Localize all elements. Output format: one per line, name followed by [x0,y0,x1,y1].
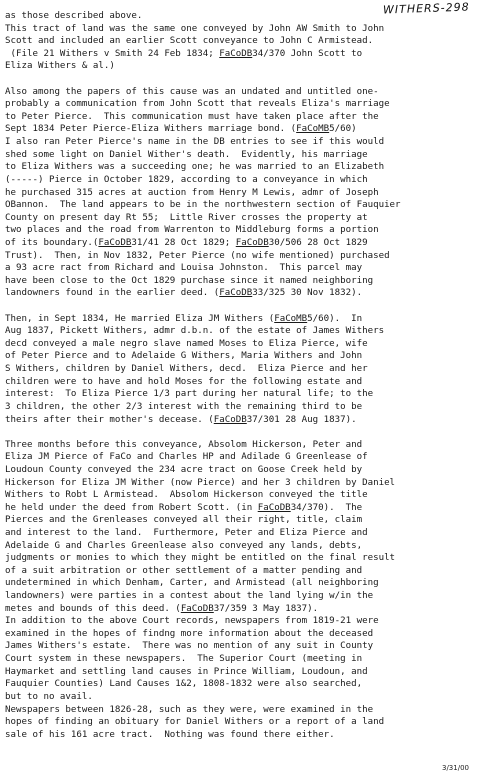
text-line: Also among the papers of this cause was an undated and untitled one- [5,86,379,97]
text-line: Three months before this conveyance, Absolom Hickerson, Peter and [5,439,363,450]
text-line: This tract of land was the same one conveyed by John AW Smith to John [5,23,385,34]
text-line: to Peter Pierce. This communication must have taken place after the [5,111,379,122]
text-line: shed some light on Daniel Wither's death. Evidently, his marriage [5,149,368,160]
source-citation: FaCoMB [296,124,330,135]
text-line: judgments or monies to which they might be entitled on the final result [5,553,396,564]
text-line: metes and bounds of this deed. (FaCoDB37/359 3 May 1837). [5,603,319,614]
paragraph-gap [5,426,475,439]
text-line: Adelaide G and Charles Greenlease also conveyed any lands, debts, [5,540,363,551]
text-line: but to no avail. [5,691,93,702]
text-line: have been close to the Oct 1829 purchase since it named neighboring [5,275,374,286]
text-line: hopes of finding an obituary for Daniel Withers or a report of a land [5,717,385,728]
text-line: Loudoun County conveyed the 234 acre tract on Goose Creek held by [5,464,363,475]
text-line: Then, in Sept 1834, He married Eliza JM Withers (FaCoMB5/60). In [5,313,363,324]
text-line: of Peter Pierce and to Adelaide G Withers, Maria Withers and John [5,351,363,362]
text-line: children were to have and hold Moses for the following estate and [5,376,363,387]
source-citation: FaCoDB [257,502,291,513]
text-line: theirs after their mother's decease. (FaCoDB37/301 28 Aug 1837). [5,414,357,425]
text-line: examined in the hopes of findng more information about the deceased [5,628,374,639]
text-line: to Eliza Withers was a succeeding one; he was married to an Elizabeth [5,162,385,173]
source-citation: FaCoDB [219,48,253,59]
text-line: Hickerson for Eliza JM Wither (now Pierce) and her 3 children by Daniel [5,477,396,488]
text-line: Withers to Robt L Armistead. Absolom Hickerson conveyed the title [5,490,368,501]
source-citation: FaCoMB [274,313,308,324]
text-line: S Withers, children by Daniel Withers, decd. Eliza Pierce and her [5,364,368,375]
text-line: of its boundary.(FaCoDB31/41 28 Oct 1829; FaCoDB30/506 28 Oct 1829 [5,237,368,248]
text-line: undetermined in which Denham, Carter, and Armistead (all neighboring [5,578,379,589]
paragraph-gap [5,300,475,313]
source-citation: FaCoDB [219,288,253,299]
text-line: Haymarket and settling land causes in Prince William, Loudoun, and [5,666,368,677]
text-line: and interest to the land. Furthermore, Peter and Eliza Pierce and [5,527,368,538]
text-line: County on present day Rt 55; Little River crosses the property at [5,212,368,223]
text-line: he purchased 315 acres at auction from Henry M Lewis, admr of Joseph [5,187,379,198]
text-line: (-----) Pierce in October 1829, according to a conveyance in which [5,174,368,185]
text-line: Eliza Withers & al.) [5,61,115,72]
text-line: a 93 acre ract from Richard and Louisa Johnston. This parcel may [5,263,363,274]
text-line: interest: To Eliza Pierce 1/3 part during her natural life; to the [5,389,374,400]
text-line: Scott and included an earlier Scott conveyance to John C Armistead. [5,36,374,47]
text-line: Pierces and the Grenleases conveyed all their right, title, claim [5,515,363,526]
text-line: 3 children, the other 2/3 interest with the remaining third to be [5,401,363,412]
text-line: decd conveyed a male negro slave named Moses to Eliza Pierce, wife [5,338,368,349]
text-line: Fauquier Counties) Land Causes 1&2, 1808-1832 were also searched, [5,679,363,690]
text-line: of a suit arbitration or other settlement of a matter pending and [5,565,363,576]
text-line: landowners found in the earlier deed. (FaCoDB33/325 30 Nov 1832). [5,288,363,299]
text-line: (File 21 Withers v Smith 24 Feb 1834; FaCoDB34/370 John Scott to [5,48,363,59]
text-line: Eliza JM Pierce of FaCo and Charles HP and Adilade G Greenlease of [5,452,368,463]
text-line: landowners) were parties in a contest about the land lying w/in the [5,591,374,602]
text-line: two places and the road from Warrenton to Middleburg forms a portion [5,225,379,236]
text-line: I also ran Peter Pierce's name in the DB entries to see if this would [5,137,385,148]
text-line: In addition to the above Court records, newspapers from 1819-21 were [5,616,379,627]
source-citation: FaCoDB [235,237,269,248]
text-line: as those described above. [5,11,143,21]
document-body [5,10,475,741]
text-line: Aug 1837, Pickett Withers, admr d.b.n. of the estate of James Withers [5,326,385,337]
text-line: Trust). Then, in Nov 1832, Peter Pierce (no wife mentioned) purchased [5,250,390,261]
source-citation: FaCoDB [98,237,132,248]
text-line: OBannon. The land appears to be in the northwestern section of Fauquier [5,200,401,211]
page-mark: 3/31/00 [442,764,469,772]
text-line: he held under the deed from Robert Scott. (in FaCoDB34/370). The [5,502,363,513]
source-citation: FaCoDB [213,414,247,425]
text-line: Sept 1834 Peter Pierce-Eliza Withers marriage bond. (FaCoMB5/60) [5,124,357,135]
text-line: Newspapers between 1826-28, such as they were, were examined in the [5,704,374,715]
text-line: sale of his 161 acre tract. Nothing was found there either. [5,729,335,740]
paragraph-gap [5,73,475,86]
text-line: James Withers's estate. There was no mention of any suit in County [5,641,374,652]
text-line: Court system in these newspapers. The Superior Court (meeting in [5,654,363,665]
handwritten-page-note: WITHERS-298 [383,0,471,17]
source-citation: FaCoDB [180,603,214,614]
text-line: probably a communication from John Scott that reveals Eliza's marriage [5,99,390,110]
